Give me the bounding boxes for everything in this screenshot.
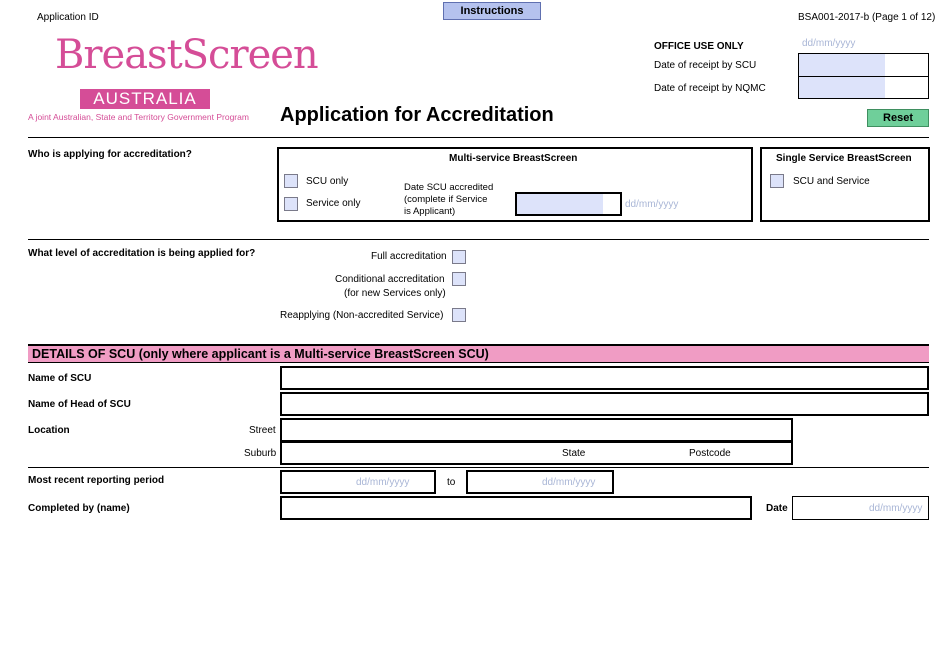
single-service-heading: Single Service BreastScreen [776, 153, 912, 164]
reporting-start-hint: dd/mm/yyyy [356, 477, 410, 488]
scu-and-service-checkbox[interactable] [770, 174, 784, 188]
name-scu-field[interactable] [280, 366, 929, 390]
receipt-nqmc-label: Date of receipt by NQMC [654, 83, 766, 94]
receipt-scu-label: Date of receipt by SCU [654, 60, 757, 71]
state-label: State [562, 448, 586, 459]
reporting-end-hint: dd/mm/yyyy [542, 477, 596, 488]
receipt-scu-field[interactable] [799, 54, 885, 76]
instructions-button[interactable]: Instructions [443, 2, 541, 20]
location-label: Location [28, 425, 70, 436]
completed-date-hint: dd/mm/yyyy [869, 503, 923, 514]
divider [28, 467, 929, 468]
completed-by-label: Completed by (name) [28, 503, 130, 514]
name-scu-label: Name of SCU [28, 373, 92, 384]
divider [28, 239, 929, 240]
street-label: Street [249, 425, 276, 436]
logo-country: AUSTRALIA [80, 89, 210, 109]
reapplying-label: Reapplying (Non-accredited Service) [280, 310, 444, 321]
conditional-accreditation-label: Conditional accreditation [335, 274, 445, 285]
date-label: Date [766, 503, 788, 514]
service-only-checkbox[interactable] [284, 197, 298, 211]
conditional-note: (for new Services only) [344, 288, 446, 299]
reporting-period-label: Most recent reporting period [28, 475, 165, 486]
level-question: What level of accreditation is being applied for? [28, 248, 256, 259]
service-only-label: Service only [306, 198, 361, 209]
multi-service-heading: Multi-service BreastScreen [449, 153, 578, 164]
scu-only-checkbox[interactable] [284, 174, 298, 188]
reapplying-checkbox[interactable] [452, 308, 466, 322]
conditional-accreditation-checkbox[interactable] [452, 272, 466, 286]
office-date-hint: dd/mm/yyyy [802, 38, 856, 49]
logo-tagline: A joint Australian, State and Territory Government Program [28, 112, 249, 122]
street-field[interactable] [280, 418, 793, 442]
completed-by-field[interactable] [280, 496, 752, 520]
application-id-label: Application ID [37, 12, 99, 23]
scu-accredited-date-hint: dd/mm/yyyy [625, 199, 679, 210]
scu-accredited-date-field[interactable] [515, 192, 622, 216]
name-head-label: Name of Head of SCU [28, 399, 131, 410]
receipt-nqmc-field[interactable] [799, 77, 885, 98]
form-code: BSA001-2017-b (Page 1 of 12) [798, 12, 936, 23]
reset-button[interactable]: Reset [867, 109, 929, 127]
postcode-label: Postcode [689, 448, 731, 459]
name-head-field[interactable] [280, 392, 929, 416]
suburb-label: Suburb [244, 448, 277, 459]
full-accreditation-label: Full accreditation [371, 251, 447, 262]
scu-and-service-label: SCU and Service [793, 176, 870, 187]
logo-wordmark: BreastScreen [55, 32, 318, 78]
to-label: to [447, 477, 456, 488]
divider [28, 137, 929, 138]
full-accreditation-checkbox[interactable] [452, 250, 466, 264]
scu-only-label: SCU only [306, 176, 349, 187]
details-banner: DETAILS OF SCU (only where applicant is a Multi-service BreastScreen SCU) [28, 344, 929, 363]
page-title: Application for Accreditation [280, 104, 554, 126]
office-use-heading: OFFICE USE ONLY [654, 41, 744, 52]
applicant-question: Who is applying for accreditation? [28, 149, 192, 160]
scu-accredited-label: Date SCU accredited (complete if Service is Applicant) [404, 182, 494, 217]
office-use-box [798, 53, 929, 99]
